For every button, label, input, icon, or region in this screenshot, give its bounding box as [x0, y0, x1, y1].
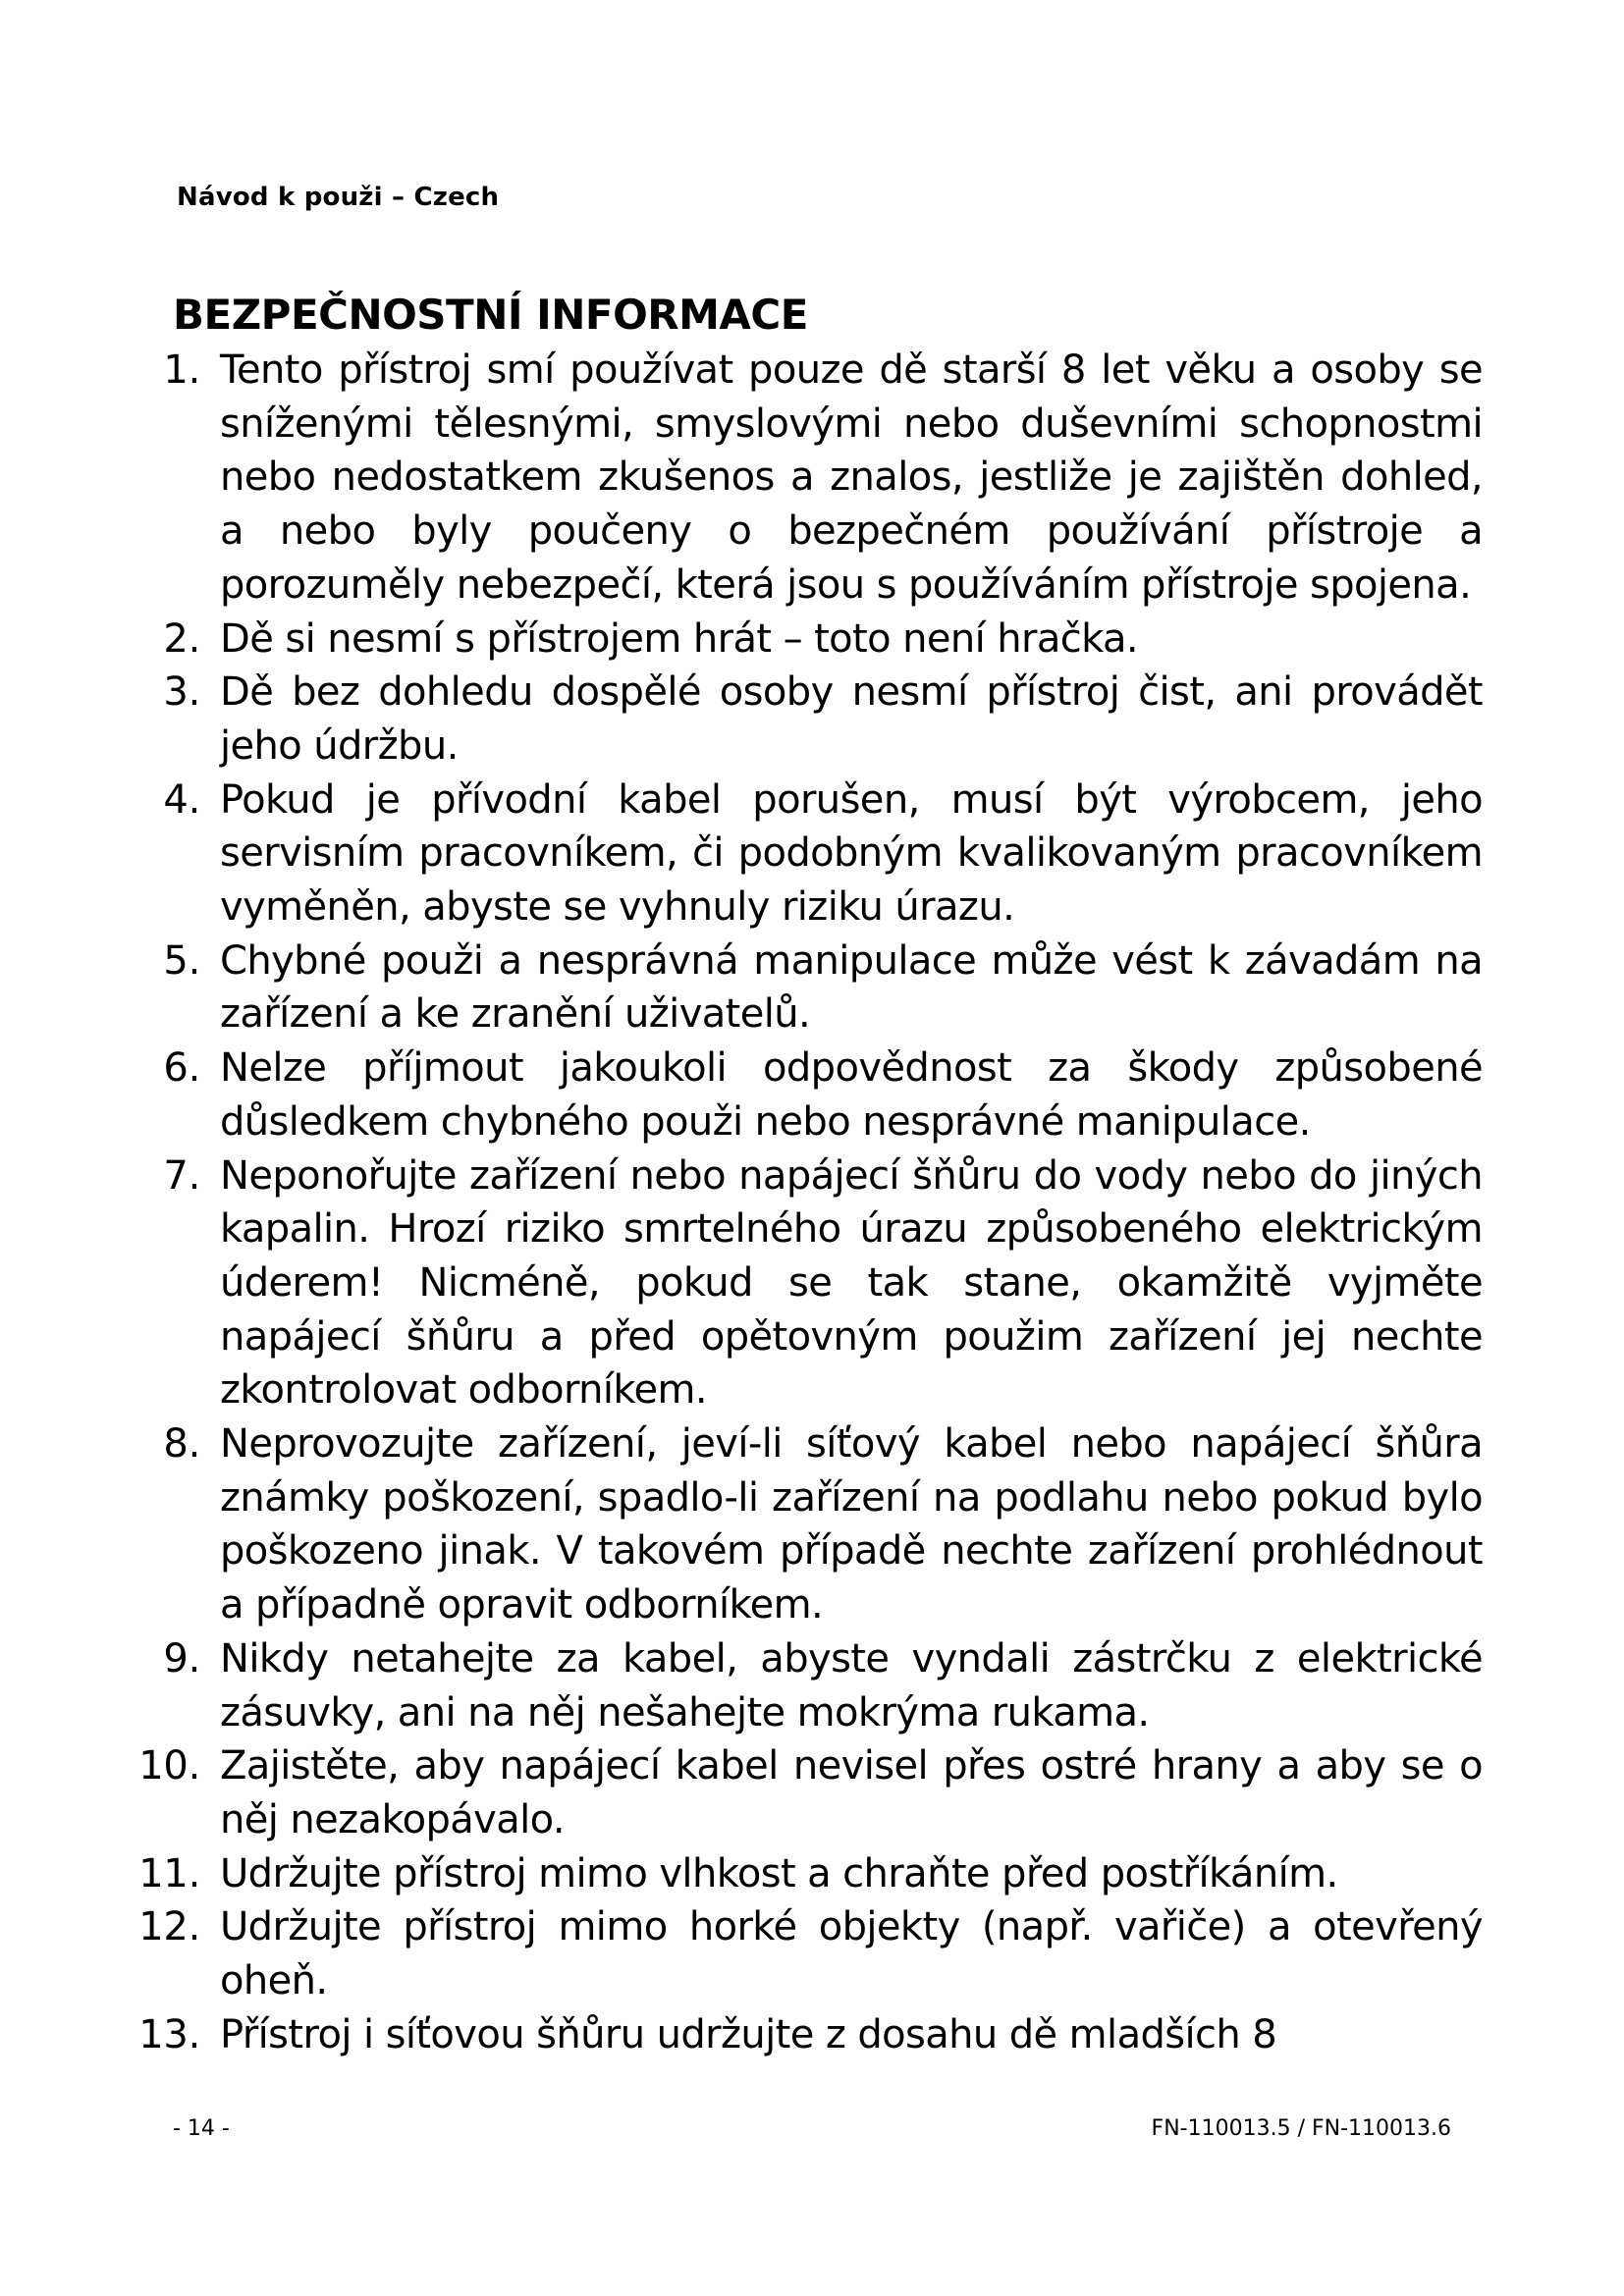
- item-text: Chybné použi a nesprávná manipulace může vést k závadám na zařízení a ke zranění uživatelů.: [220, 937, 1483, 1038]
- list-item: [137, 344, 1483, 613]
- item-number: 10.: [138, 1743, 200, 1789]
- item-text: Přístroj i síťovou šňůru udržujte z dosahu dě mladších 8: [220, 2011, 1277, 2057]
- list-item: [137, 1417, 1483, 1632]
- item-text: Zajistěte, aby napájecí kabel nevisel přes ostré hrany a aby se o něj nezakopávalo.: [220, 1743, 1483, 1842]
- list-item: [137, 1632, 1483, 1739]
- list-item: [137, 1149, 1483, 1418]
- item-text: Nelze příjmout jakoukoli odpovědnost za škody způsobené důsledkem chybného použi nebo nesprávné manipulace.: [220, 1045, 1483, 1145]
- list-item: [137, 1041, 1483, 1148]
- item-text: Nikdy netahejte za kabel, abyste vyndali zástrčku z elektrické zásuvky, ani na něj nešahejte mokrýma rukama.: [220, 1635, 1483, 1735]
- list-item: [137, 666, 1483, 773]
- list-item: [137, 613, 1483, 667]
- item-text: Neponořujte zařízení nebo napájecí šňůru do vody nebo do jiných kapalin. Hrozí riziko smrtelného úrazu způsobeného elektrickým úderem! Nicméně, pokud se tak stane, okamžitě vyjměte napájecí šňůru a před opětovným použim zařízení jej nechte zkontrolovat odborníkem.: [220, 1152, 1483, 1414]
- item-number: 7.: [163, 1152, 200, 1199]
- section-title: BEZPEČNOSTNÍ INFORMACE: [173, 291, 808, 339]
- list-item: [137, 1847, 1483, 1901]
- item-number: 4.: [163, 776, 200, 823]
- page-number: - 14 -: [173, 2116, 230, 2141]
- item-number: 8.: [163, 1421, 200, 1468]
- list-item: [137, 774, 1483, 934]
- item-text: Pokud je přívodní kabel porušen, musí být výrobcem, jeho servisním pracovníkem, či podobným kvalikovaným pracovníkem vyměněn, abyste se vyhnuly riziku úrazu.: [220, 776, 1483, 931]
- item-text: Tento přístroj smí používat pouze dě starší 8 let věku a osoby se sníženými tělesnými, smyslovými nebo duševními schopnostmi nebo nedostatkem zkušenos a znalos, jestliže je zajištěn dohled, a nebo byly poučeny o bezpečném používání přístroje a porozuměly nebezpečí, která jsou s používáním přístroje spojena.: [220, 347, 1483, 608]
- item-text: Dě bez dohledu dospělé osoby nesmí přístroj čist, ani provádět jeho údržbu.: [220, 669, 1483, 769]
- model-number: FN-110013.5 / FN-110013.6: [1151, 2116, 1451, 2141]
- list-item: [137, 934, 1483, 1041]
- list-item: [137, 1900, 1483, 2007]
- item-number: 3.: [163, 669, 200, 716]
- item-number: 2.: [163, 615, 200, 662]
- document-header-label: Návod k použi – Czech: [177, 183, 500, 212]
- item-number: 1.: [163, 347, 200, 393]
- list-item: [137, 2008, 1483, 2062]
- item-number: 11.: [138, 1850, 200, 1896]
- safety-instructions-list: [137, 344, 1483, 2062]
- item-text: Dě si nesmí s přístrojem hrát – toto není hračka.: [220, 615, 1139, 662]
- item-text: Udržujte přístroj mimo vlhkost a chraňte před postříkáním.: [220, 1850, 1338, 1896]
- item-number: 5.: [163, 937, 200, 984]
- item-number: 6.: [163, 1045, 200, 1092]
- item-number: 9.: [163, 1635, 200, 1682]
- item-number: 12.: [138, 1904, 200, 1950]
- item-text: Udržujte přístroj mimo horké objekty (např. vařiče) a otevřený oheň.: [220, 1904, 1483, 2004]
- list-item: [137, 1739, 1483, 1846]
- item-text: Neprovozujte zařízení, jeví-li síťový kabel nebo napájecí šňůra známky poškození, spadlo-li zařízení na podlahu nebo pokud bylo poškozeno jinak. V takovém případě nechte zařízení prohlédnout a případně opravit odborníkem.: [220, 1421, 1483, 1629]
- item-number: 13.: [138, 2011, 200, 2057]
